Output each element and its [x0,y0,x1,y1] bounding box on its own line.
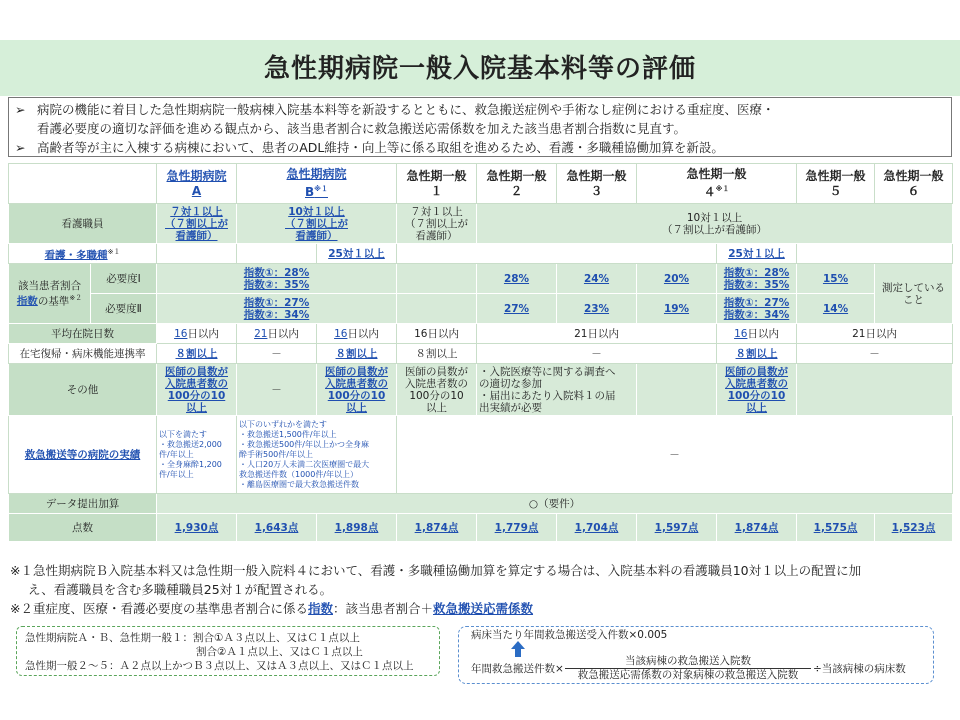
home-g4: ８割以上 [735,347,778,360]
avg-mid: 21日以内 [477,324,717,344]
need1-g2: 28% [503,272,530,285]
emer-rest: － [397,416,953,494]
gaito-g6: 測定している [882,281,946,294]
emer-row [9,416,953,494]
nurse-b-2: （７割以上が [285,217,348,230]
gaito-label-cell [9,264,91,324]
gaito-g6b: こと [903,293,925,306]
other-b2-1: 医師の員数が [325,365,388,378]
avg-label: 平均在院日数 [9,324,157,344]
formula-denominator: 救急搬送応需係数の対象病棟の救急搬送入院数 [565,668,811,682]
bullet-arrow-icon: ➢ [15,140,26,155]
need2-row [9,294,953,324]
footnote-2 [10,599,533,618]
other-g4a [637,364,717,416]
home-b: － [237,344,317,364]
other-b2-4: 以上 [346,401,367,414]
other-g1-2: 入院患者数の [405,377,469,390]
emer-a-4: ・全身麻酔1,200 [159,459,222,469]
points-b2: 1,898点 [334,521,379,534]
kango-b1 [237,244,317,264]
other-mid-4: 出実績が必要 [479,401,543,414]
kango-label-cell [9,244,157,264]
need2-g4-idx1: 指数①：27% [723,296,790,309]
points-g4a: 1,597点 [654,521,699,534]
need2-g5: 14% [822,302,849,315]
other-a-4: 以上 [186,401,207,414]
header-g5: 急性期一般 [805,168,866,183]
other-end [797,364,953,416]
need2-g1 [397,294,477,324]
points-g3: 1,704点 [574,521,619,534]
formula-left: 年間救急搬送件数× [471,663,564,675]
nurse-b-3: 看護師） [295,229,338,242]
arrow-up-icon [511,641,525,649]
home-mid: － [477,344,717,364]
kango-end [797,244,953,264]
avg-row [9,324,953,344]
header-b-letter [239,182,394,200]
nurse-a-2: （７割以上が [165,217,228,230]
other-b: － [237,364,317,416]
other-a-2: 入院患者数の [165,377,228,390]
need2-label: 必要度Ⅱ [91,294,157,324]
home-label: 在宅復帰・病床機能連携率 [9,344,157,364]
nurse-g1-1: ７対１以上 [410,205,463,218]
bullet-row [15,100,945,119]
arrow-stem [515,649,521,657]
bullet-text: 看護必要度の適切な評価を進める観点から、該当患者割合に救急搬送応需係数を加えた該当患者割合指数に見直す。 [37,121,687,136]
kango-a [157,244,237,264]
header-g4-note: ※１ [715,185,730,193]
fee-table [8,163,953,542]
kango-g4: 25対１以上 [728,247,785,260]
header-g4-num-wrap [639,182,794,200]
footnote-2-end: 救急搬送応需係数 [433,601,534,616]
kango-row [9,244,953,264]
points-g5: 1,575点 [813,521,858,534]
nurse-a-1: ７対１以上 [170,205,223,218]
avg-g1: 16日以内 [397,324,477,344]
points-g1: 1,874点 [414,521,459,534]
points-a: 1,930点 [174,521,219,534]
avg-g4-num: 16 [734,327,748,340]
other-b2-3: 100分の10 [327,389,386,402]
kango-mid [397,244,717,264]
need2-g2: 27% [503,302,530,315]
emer-b-1: 以下のいずれかを満たす [239,419,327,429]
other-g4-4: 以上 [746,401,768,414]
header-g3-num: ３ [590,183,603,198]
emer-a-3: 件/年以上 [159,449,194,459]
header-g4: 急性期一般 [686,167,747,181]
header-b: 急性期病院 [286,167,347,181]
other-g1-4: 以上 [426,401,448,414]
need2-g4-idx2: 指数②：34% [723,308,790,321]
header-g2: 急性期一般 [486,168,547,183]
nurse-rest-2: （７割以上が看護師） [662,223,768,236]
data-value: ○（要件） [157,494,953,514]
bullet-text: 病院の機能に着目した急性期病院一般病棟入院基本料等を新設するとともに、救急搬送症例や手術なし症例における重症度、医療・ [37,102,775,117]
need1-g4a: 20% [663,272,690,285]
need1-g1 [397,264,477,294]
ab-need2-idx1: 指数①：27% [243,296,310,309]
avg-b2-unit: 日以内 [347,327,379,340]
avg-b [237,324,317,344]
criteria-line-2: 割合②Ａ１点以上、又はＣ１点以上 [196,646,363,658]
criteria-line-3: 急性期一般２～５：Ａ２点以上かつＢ３点以上、又はＡ３点以上、又はＣ１点以上 [25,660,414,672]
header-g1: 急性期一般 [406,168,467,183]
data-label: データ提出加算 [9,494,157,514]
points-label: 点数 [9,514,157,542]
ab-need1-idx1: 指数①：28% [243,266,310,279]
avg-b-unit: 日以内 [267,327,299,340]
data-row [9,494,953,514]
emer-b-3: ・救急搬送500件/年以上かつ全身麻 [239,439,369,449]
home-g1: ８割以上 [397,344,477,364]
header-g1-num: １ [430,183,443,198]
need2-g3: 23% [583,302,610,315]
bullet-text: 高齢者等が主に入棟する病棟において、患者のADL維持・向上等に係る取組を進めるため、看護・多職種協働加算を新設。 [37,140,724,155]
formula-right: ÷当該病棟の病床数 [813,663,906,675]
header-b-letter-text: B [305,185,315,199]
header-row [9,164,953,204]
emer-a-5: 件/年以上 [159,469,194,479]
home-end: － [797,344,953,364]
header-g2-num: ２ [510,183,523,198]
avg-g4 [717,324,797,344]
gaito-note: ※２ [69,293,83,302]
need1-g3: 24% [583,272,610,285]
formula-numerator: 当該病棟の救急搬送入院数 [625,655,751,667]
emer-b-7: ・離島医療圏で最大救急搬送件数 [239,479,359,489]
need1-label: 必要度Ⅰ [91,264,157,294]
other-g4-2: 入院患者数の [725,377,789,390]
avg-b2 [317,324,397,344]
header-b-note: ※１ [314,185,328,193]
corner-cell [9,164,157,204]
need1-g5: 15% [822,272,849,285]
criteria-line-1: 急性期病院Ａ・Ｂ、急性期一般１：割合①Ａ３点以上、又はＣ１点以上 [25,632,360,644]
other-mid-3: ・届出にあたり入院料１の届 [479,389,616,402]
kango-note: ※１ [107,247,121,256]
points-row [9,514,953,542]
nurse-row [9,204,953,244]
gaito-label2-wrap [11,292,88,308]
header-g3: 急性期一般 [566,168,627,183]
page-title: 急性期病院一般入院基本料等の評価 [263,54,696,84]
header-a-letter: A [191,183,202,198]
formula-fraction [565,655,811,682]
header-g4-num: ４ [703,185,716,199]
other-label: その他 [9,364,157,416]
bullet-arrow-icon: ➢ [15,102,26,117]
avg-end: 21日以内 [797,324,953,344]
other-g1-1: 医師の員数が [405,365,469,378]
points-g6: 1,523点 [891,521,936,534]
footnote-1a: ※１急性期病院Ｂ入院基本料又は急性期一般入院料４において、看護・多職種協働加算を算定する場合は、入院基本料の看護職員10対１以上の配置に加 [10,563,862,578]
home-b2: ８割以上 [335,347,378,360]
need1-g4-idx1: 指数①：28% [723,266,790,279]
nurse-rest-1: 10対１以上 [686,211,743,224]
emer-b-2: ・救急搬送1,500件/年以上 [239,429,337,439]
avg-g4-unit: 日以内 [747,327,779,340]
home-a: ８割以上 [175,347,218,360]
points-g4: 1,874点 [734,521,779,534]
other-a-1: 医師の員数が [165,365,228,378]
header-a: 急性期病院 [166,168,227,183]
nurse-b-1: 10対１以上 [288,205,345,218]
criteria-box [16,626,440,676]
bullet-spacer [15,119,37,138]
avg-b-num: 21 [254,327,268,340]
emer-a-2: ・救急搬送2,000 [159,439,222,449]
avg-a [157,324,237,344]
header-g6-num: ６ [907,183,920,198]
formula-box [458,626,934,684]
nurse-a-3: 看護師） [175,229,218,242]
footnote-2-mid: ：該当患者割合＋ [333,601,434,616]
points-g2: 1,779点 [494,521,539,534]
footnote-2-index: 指数 [307,601,333,616]
other-mid-2: の適切な参加 [479,377,543,390]
gaito-label1: 該当患者割合 [18,279,81,292]
header-g5-num: ５ [829,183,842,198]
footnote-1b: え、看護職員を含む多職種職員25対１が配置される。 [28,582,333,597]
points-b: 1,643点 [254,521,299,534]
nurse-g1-3: 看護師） [415,229,458,242]
emer-label: 救急搬送等の病院の実績 [24,448,141,461]
other-a-3: 100分の10 [167,389,226,402]
other-mid-1: ・入院医療等に関する調査へ [479,365,616,378]
gaito-label3: の基準 [37,295,70,308]
kango-label: 看護・多職種 [44,249,108,262]
ab-need2-idx2: 指数②：34% [243,308,310,321]
emer-b-4: 酔手術500件/年以上 [239,449,313,459]
other-g4-1: 医師の員数が [725,365,789,378]
nurse-label: 看護職員 [9,204,157,244]
avg-a-num: 16 [174,327,188,340]
gaito-label2: 指数 [16,295,38,308]
ab-need1-idx2: 指数②：35% [243,278,310,291]
avg-a-unit: 日以内 [187,327,219,340]
other-row [9,364,953,416]
header-g6: 急性期一般 [883,168,944,183]
bullet-row [15,138,945,157]
other-b2-2: 入院患者数の [325,377,388,390]
emer-b-6: 救急搬送件数（1000件/年以上） [239,469,359,479]
bullet-row [15,119,945,138]
summary-box [8,97,952,157]
home-row [9,344,953,364]
formula-top: 病床当たり年間救急搬送受入件数×0.005 [471,629,668,641]
footnote-2-pre: ※２重症度、医療・看護必要度の基準患者割合に係る [10,601,308,616]
emer-b-5: ・人口20万人未満二次医療圏で最大 [239,459,370,469]
need1-g4-idx2: 指数②：35% [723,278,790,291]
other-g4-3: 100分の10 [727,389,786,402]
nurse-g1-2: （７割以上が [405,217,469,230]
avg-b2-num: 16 [334,327,348,340]
other-g1-3: 100分の10 [409,389,464,402]
emer-a-1: 以下を満たす [159,429,207,439]
need1-row [9,264,953,294]
need2-g4a: 19% [663,302,690,315]
kango-b: 25対１以上 [328,247,385,260]
